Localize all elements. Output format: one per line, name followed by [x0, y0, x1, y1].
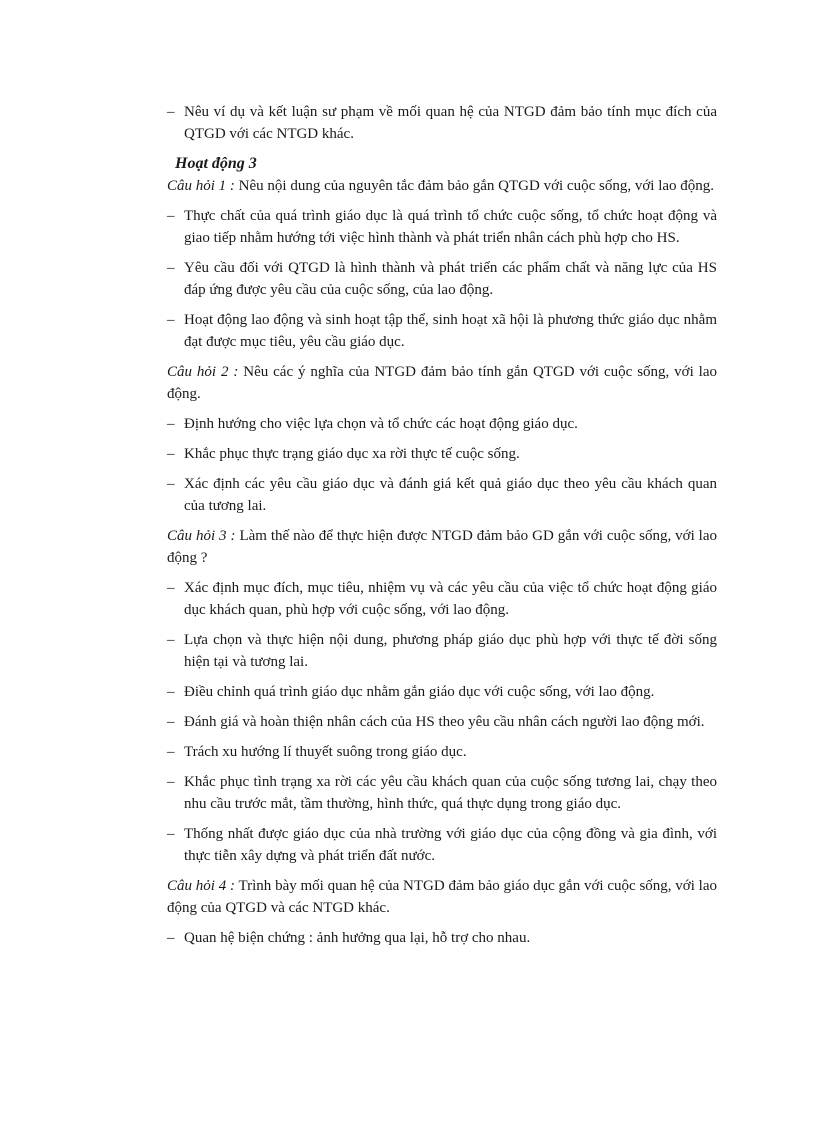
question-label: Câu hỏi 2 :: [167, 364, 239, 380]
list-item: [167, 577, 717, 621]
list-item: [167, 741, 717, 763]
list-item: [167, 927, 717, 949]
bullet-dash: –: [167, 930, 175, 946]
bullet-text: Nêu ví dụ và kết luận sư phạm về mối quan hệ của NTGD đảm bảo tính mục đích của QTGD với các NTGD khác.: [184, 104, 717, 142]
bullet-dash: –: [167, 416, 175, 432]
question-text: Nêu các ý nghĩa của NTGD đảm bảo tính gắn QTGD với cuộc sống, với lao động.: [167, 364, 718, 402]
bullet-dash: –: [167, 476, 175, 492]
bullet-text: Quan hệ biện chứng : ảnh hưởng qua lại, hỗ trợ cho nhau.: [184, 930, 531, 946]
bullet-dash: –: [167, 104, 175, 120]
question-label: Câu hỏi 4 :: [167, 878, 235, 894]
bullet-dash: –: [167, 684, 175, 700]
bullet-dash: –: [167, 744, 175, 760]
bullet-text: Trách xu hướng lí thuyết suông trong giáo dục.: [184, 744, 467, 760]
bullet-dash: –: [167, 208, 175, 224]
bullet-text: Lựa chọn và thực hiện nội dung, phương pháp giáo dục phù hợp với thực tế đời sống hiện tại và tương lai.: [184, 632, 717, 670]
list-item: [167, 771, 717, 815]
bullet-text: Yêu cầu đối với QTGD là hình thành và phát triển các phẩm chất và năng lực của HS đáp ứng được yêu cầu của cuộc sống, của lao động.: [184, 260, 717, 298]
bullet-dash: –: [167, 312, 175, 328]
bullet-text: Định hướng cho việc lựa chọn và tổ chức các hoạt động giáo dục.: [184, 416, 578, 432]
question-text: Trình bày mối quan hệ của NTGD đảm bảo giáo dục gắn với cuộc sống, với lao động của QTGD và các NTGD khác.: [167, 878, 717, 916]
question-3: [167, 525, 717, 569]
bullet-text: Xác định các yêu cầu giáo dục và đánh giá kết quả giáo dục theo yêu cầu khách quan của tương lai.: [184, 476, 717, 514]
list-item: [167, 629, 717, 673]
bullet-text: Hoạt động lao động và sinh hoạt tập thể, sinh hoạt xã hội là phương thức giáo dục nhằm đạt được mục tiêu, yêu cầu giáo dục.: [184, 312, 717, 350]
bullet-dash: –: [167, 632, 175, 648]
section-heading: Hoạt động 3: [175, 155, 257, 172]
question-text: Làm thế nào để thực hiện được NTGD đảm bảo GD gắn với cuộc sống, với lao động ?: [167, 528, 717, 566]
question-label: Câu hỏi 1 :: [167, 178, 235, 194]
list-item: [167, 413, 717, 435]
bullet-text: Khắc phục tình trạng xa rời các yêu cầu khách quan của cuộc sống tương lai, chạy theo nhu cầu trước mắt, tầm thường, hình thức, quá thực dụng trong giáo dục.: [184, 774, 717, 812]
list-item: [167, 257, 717, 301]
bullet-dash: –: [167, 714, 175, 730]
list-item: [167, 681, 717, 703]
bullet-text: Điều chỉnh quá trình giáo dục nhằm gắn giáo dục với cuộc sống, với lao động.: [184, 684, 655, 700]
list-item: [167, 473, 717, 517]
question-4: [167, 875, 717, 919]
bullet-text: Thực chất của quá trình giáo dục là quá trình tổ chức cuộc sống, tổ chức hoạt động và giao tiếp nhằm hướng tới việc hình thành và phát triển nhân cách phù hợp cho HS.: [184, 208, 717, 246]
list-item: [167, 443, 717, 465]
document-page: [167, 101, 717, 957]
bullet-text: Đánh giá và hoàn thiện nhân cách của HS theo yêu cầu nhân cách người lao động mới.: [184, 714, 705, 730]
bullet-text: Khắc phục thực trạng giáo dục xa rời thực tế cuộc sống.: [184, 446, 520, 462]
bullet-dash: –: [167, 446, 175, 462]
question-text: Nêu nội dung của nguyên tắc đảm bảo gắn QTGD với cuộc sống, với lao động.: [234, 178, 715, 194]
bullet-dash: –: [167, 774, 175, 790]
bullet-dash: –: [167, 260, 175, 276]
list-item: [167, 205, 717, 249]
bullet-dash: –: [167, 580, 175, 596]
list-item: [167, 711, 717, 733]
bullet-dash: –: [167, 826, 175, 842]
question-1: [167, 175, 717, 197]
list-item: [167, 823, 717, 867]
intro-bullet: [167, 101, 717, 145]
bullet-text: Thống nhất được giáo dục của nhà trường với giáo dục của cộng đồng và gia đình, với thực tiễn xây dựng và phát triển đất nước.: [184, 826, 717, 864]
list-item: [167, 309, 717, 353]
question-label: Câu hỏi 3 :: [167, 528, 236, 544]
question-2: [167, 361, 717, 405]
bullet-text: Xác định mục đích, mục tiêu, nhiệm vụ và các yêu cầu của việc tổ chức hoạt động giáo dục khách quan, phù hợp với cuộc sống, với lao động.: [184, 580, 717, 618]
